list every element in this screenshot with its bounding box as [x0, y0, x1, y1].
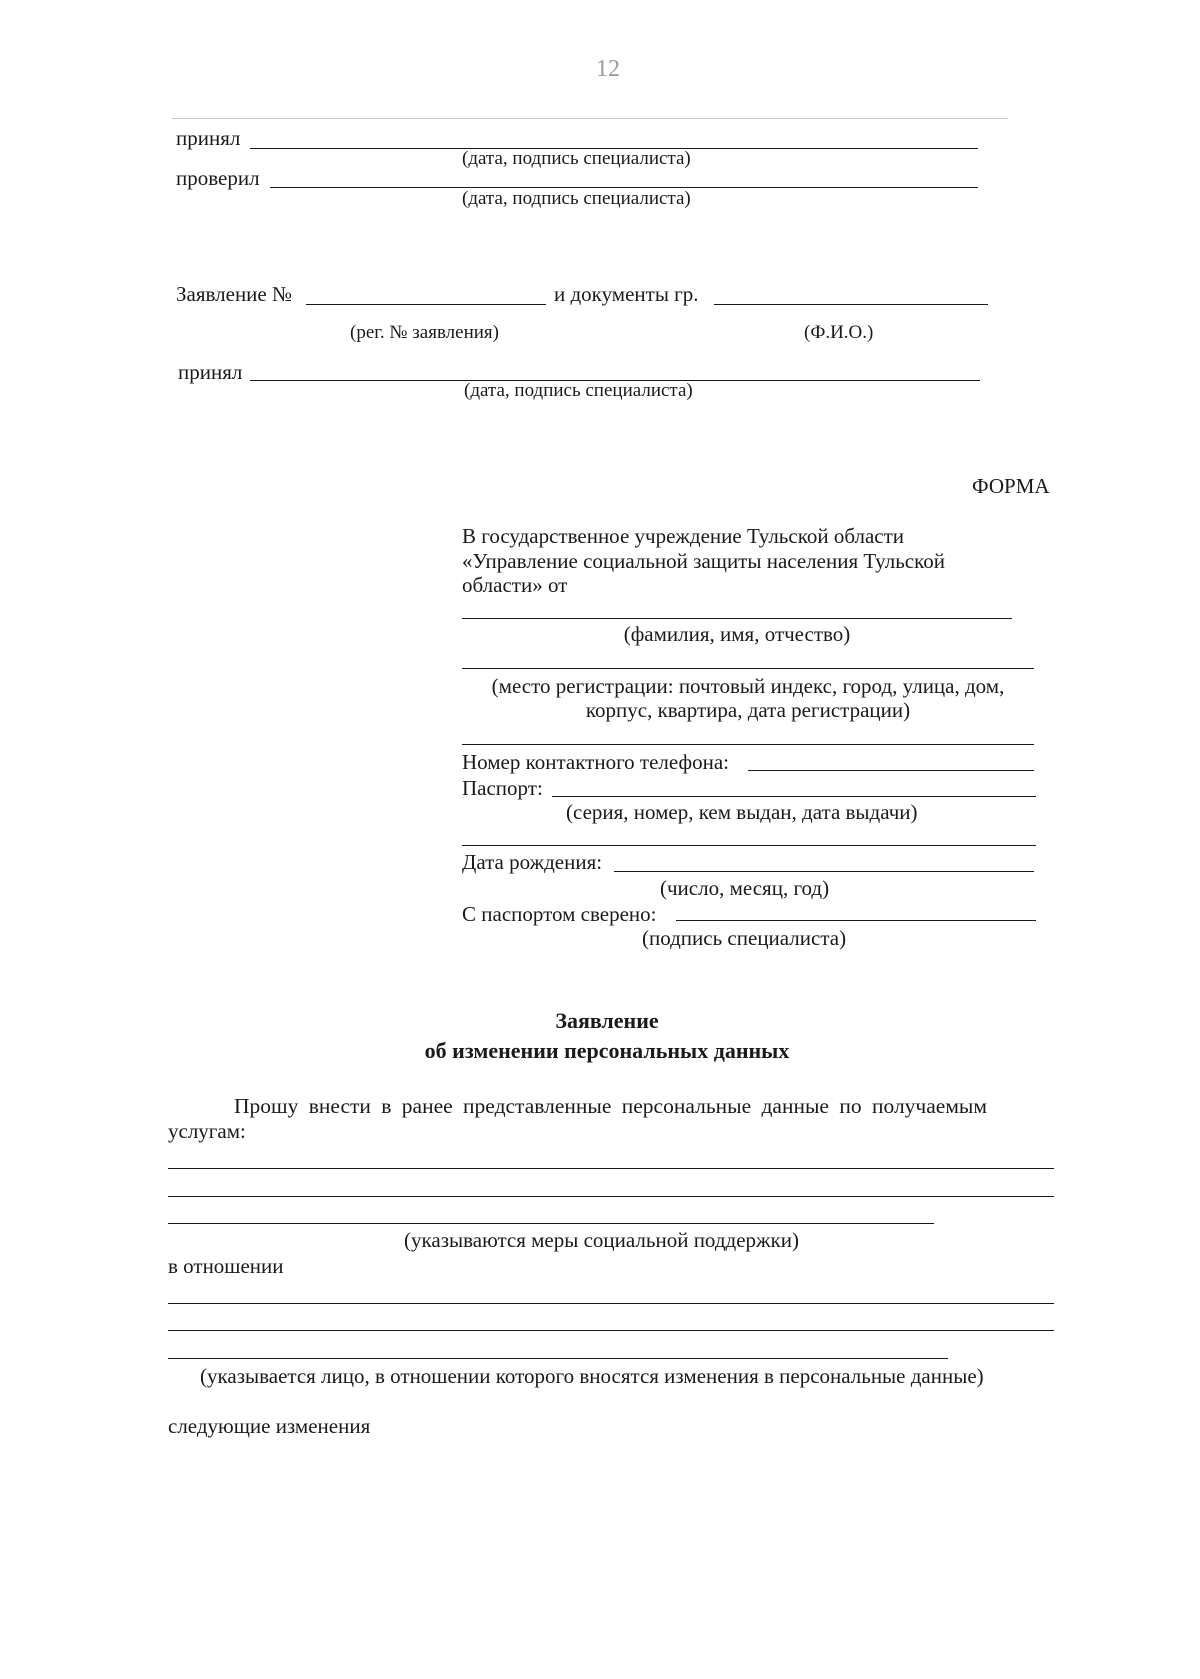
addressee-line-3: области» от — [462, 573, 568, 597]
accepted-caption: (дата, подпись специалиста) — [462, 148, 691, 169]
verified-line[interactable] — [676, 920, 1036, 921]
documents-label: и документы гр. — [554, 282, 699, 306]
person-line-3[interactable] — [168, 1358, 948, 1359]
request-line-1: Прошу внести в ранее представленные персональные данные по получаемым — [234, 1094, 987, 1118]
documents-fio-line[interactable] — [714, 304, 988, 305]
regarding-label: в отношении — [168, 1254, 284, 1278]
measures-line-2[interactable] — [168, 1196, 1054, 1197]
reg-number-caption: (рег. № заявления) — [350, 322, 500, 343]
passport-extra-line[interactable] — [462, 845, 1036, 846]
passport-caption: (серия, номер, кем выдан, дата выдачи) — [566, 800, 918, 824]
checked-caption: (дата, подпись специалиста) — [462, 188, 691, 209]
document-title: Заявление — [555, 1008, 659, 1033]
document-subtitle: об изменении персональных данных — [424, 1038, 790, 1063]
person-line-2[interactable] — [168, 1330, 1054, 1331]
statement-number-label: Заявление № — [176, 282, 293, 306]
verified-label: С паспортом сверено: — [462, 902, 657, 926]
fio-caption: (Ф.И.О.) — [804, 322, 874, 343]
top-divider — [172, 118, 1008, 119]
addressee-line-1: В государственное учреждение Тульской области — [462, 524, 905, 548]
birth-caption: (число, месяц, год) — [660, 876, 830, 900]
checked-label: проверил — [176, 166, 260, 190]
person-caption: (указывается лицо, в отношении которого вносятся изменения в персональные данные) — [200, 1364, 984, 1388]
address-caption-1: (место регистрации: почтовый индекс, город, улица, дом, — [491, 674, 1005, 698]
address-extra-line[interactable] — [462, 744, 1034, 745]
accepted-label: принял — [176, 126, 241, 150]
receipt-accepted-label: принял — [178, 360, 243, 384]
birth-label: Дата рождения: — [462, 850, 603, 874]
fio-line[interactable] — [462, 618, 1012, 619]
statement-number-line[interactable] — [306, 304, 546, 305]
verified-caption: (подпись специалиста) — [642, 926, 847, 950]
phone-line[interactable] — [748, 770, 1034, 771]
phone-label: Номер контактного телефона: — [462, 750, 729, 774]
measures-line-3[interactable] — [168, 1223, 934, 1224]
address-line[interactable] — [462, 668, 1034, 669]
address-caption-2: корпус, квартира, дата регистрации) — [585, 698, 911, 722]
page-number: 12 — [596, 56, 620, 82]
fio-full-caption: (фамилия, имя, отчество) — [623, 622, 851, 646]
request-line-2: услугам: — [168, 1119, 246, 1143]
passport-line[interactable] — [552, 796, 1036, 797]
addressee-line-2: «Управление социальной защиты населения Тульской — [462, 549, 945, 573]
measures-caption: (указываются меры социальной поддержки) — [404, 1228, 799, 1252]
measures-line-1[interactable] — [168, 1168, 1054, 1169]
changes-label: следующие изменения — [168, 1414, 371, 1438]
passport-label: Паспорт: — [462, 776, 543, 800]
birth-line[interactable] — [614, 871, 1034, 872]
person-line-1[interactable] — [168, 1303, 1054, 1304]
receipt-accepted-caption: (дата, подпись специалиста) — [464, 380, 693, 401]
form-label: ФОРМА — [972, 474, 1050, 498]
